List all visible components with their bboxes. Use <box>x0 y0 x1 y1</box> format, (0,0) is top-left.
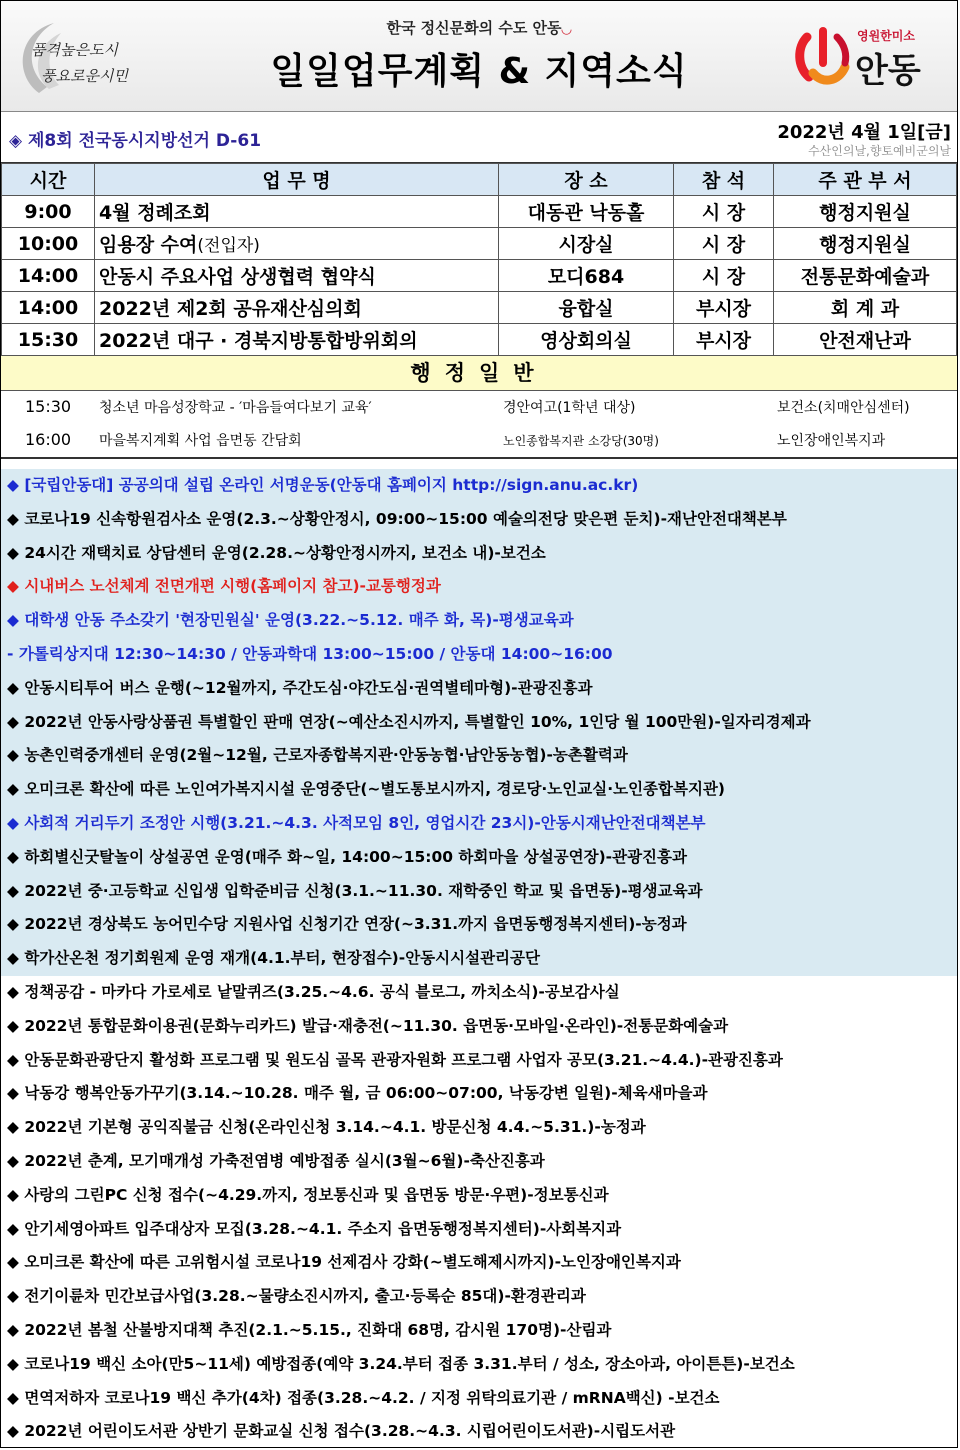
notice-item: ◆ 학가산온천 정기회원제 운영 재개(4.1.부터, 현장접수)-안동시시설관리공단 <box>1 942 957 976</box>
row-attend: 시 장 <box>674 260 774 292</box>
date-main: 2022년 4월 1일[금] <box>777 122 951 143</box>
notice-item: ◆ 오미크론 확산에 따른 노인여가복지시설 운영중단(~별도통보시까지, 경로당·노인교실·노인종합복지관) <box>1 773 957 807</box>
row-title <box>95 324 499 356</box>
admin-title: 마을복지계획 사업 읍면동 간담회 <box>99 433 302 449</box>
row-title-note: (전입자) <box>197 236 260 256</box>
list-item <box>1 424 957 454</box>
notice-item: ◆ 사회적 거리두기 조정안 시행(3.21.~4.3. 사적모임 8인, 영업시간 23시)-안동시재난안전대책본부 <box>1 807 957 841</box>
page-title: 일일업무계획 & 지역소식 <box>270 51 688 92</box>
notice-item: ◆ 2022년 춘계, 모기매개성 가축전염병 예방접종 실시(3월~6월)-축산진흥과 <box>7 1151 545 1170</box>
row-dept: 회 계 과 <box>774 292 957 324</box>
row-title <box>95 260 499 292</box>
row-title <box>95 292 499 324</box>
row-dept: 행정지원실 <box>774 228 957 260</box>
notice-item: ◆ 2022년 봄철 산불방지대책 추진(2.1.~5.15., 진화대 68명, 감시원 170명)-산림과 <box>7 1320 612 1339</box>
row-attend: 시 장 <box>674 196 774 228</box>
row-dept: 전통문화예술과 <box>774 260 957 292</box>
notice-item: ◆ 정책공감 - 마카다 가로세로 낱말퀴즈(3.25.~4.6. 공식 블로그, 까치소식)-공보감사실 <box>7 982 620 1001</box>
row-title-text: 4월 정례조회 <box>99 202 211 224</box>
header-attend: 참 석 <box>674 164 774 196</box>
andong-emblem-icon <box>793 23 853 93</box>
row-time: 10:00 <box>2 228 95 260</box>
row-place: 모디684 <box>499 260 674 292</box>
table-row <box>2 260 957 292</box>
notice-item: ◆ 2022년 어린이도서관 상반기 문화교실 신청 접수(3.28.~4.3. 시립어린이도서관)-시립도서관 <box>7 1422 676 1441</box>
notice-item: ◆ 2022년 기본형 공익직불금 신청(온라인신청 3.14.~4.1. 방문신청 4.4.~5.31.)-농정과 <box>7 1118 646 1137</box>
row-place: 영상회의실 <box>499 324 674 356</box>
smile-icon: ◡ <box>561 22 572 37</box>
tagline-text: 한국 정신문화의 수도 안동 <box>386 19 562 37</box>
notice-item: ◆ 2022년 안동사랑상품권 특별할인 판매 연장(~예산소진시까지, 특별할인 10%, 1인당 월 100만원)-일자리경제과 <box>1 706 957 740</box>
admin-dept: 노인장애인복지과 <box>777 433 886 449</box>
notice-item: ◆ 코로나19 신속항원검사소 운영(2.3.~상황안정시, 09:00~15:00 예술의전당 맞은편 둔치)-재난안전대책본부 <box>1 503 957 537</box>
andong-logo <box>793 23 943 93</box>
logo-city: 안동 <box>855 51 921 91</box>
row-time: 15:30 <box>2 324 95 356</box>
row-place: 시장실 <box>499 228 674 260</box>
admin-section-header: 행정일반 <box>1 356 957 391</box>
header <box>1 1 957 112</box>
notice-item: ◆ 2022년 통합문화이용권(문화누리카드) 발급·재충전(~11.30. 읍면동·모바일·온라인)-전통문화예술과 <box>7 1016 729 1035</box>
row-attend: 시 장 <box>674 228 774 260</box>
row-title-text: 안동시 주요사업 상생협력 협약식 <box>99 266 376 288</box>
notice-item: ◆ 안동문화관광단지 활성화 프로그램 및 원도심 골목 관광자원화 프로그램 사업자 공모(3.21.~4.4.)-관광진흥과 <box>7 1050 783 1069</box>
date-sub: 수산인의날,향토예비군의날 <box>808 144 951 158</box>
admin-title: 청소년 마음성장학교 - ′마음들여다보기 교육′ <box>99 400 372 416</box>
table-row <box>2 292 957 324</box>
row-time: 9:00 <box>2 196 95 228</box>
table-row <box>2 228 957 260</box>
notice-item: ◆ 대학생 안동 주소갖기 '현장민원실' 운영(3.22.~5.12. 매주 화, 목)-평생교육과 <box>1 604 957 638</box>
notice-item: ◆ 24시간 재택치료 상담센터 운영(2.28.~상황안정시까지, 보건소 내)-보건소 <box>1 537 957 571</box>
row-dept: 행정지원실 <box>774 196 957 228</box>
row-place: 융합실 <box>499 292 674 324</box>
admin-time: 15:30 <box>25 397 72 416</box>
schedule-table <box>1 163 957 356</box>
slogan-line2: 풍요로운시민 <box>41 67 128 85</box>
row-time: 14:00 <box>2 292 95 324</box>
notice-item: - 가톨릭상지대 12:30~14:30 / 안동과학대 13:00~15:00 / 안동대 14:00~16:00 <box>1 638 957 672</box>
notice-item: ◆ [국립안동대] 공공의대 설립 온라인 서명운동(안동대 홈페이지 http://sign.anu.ac.kr) <box>1 469 957 503</box>
notice-item: ◆ 2022년 중·고등학교 신입생 입학준비금 신청(3.1.~11.30. 재학중인 학교 및 읍면동)-평생교육과 <box>1 875 957 909</box>
notice-item: ◆ 하회별신굿탈놀이 상설공연 운영(매주 화~일, 14:00~15:00 하회마을 상설공연장)-관광진흥과 <box>1 841 957 875</box>
row-place: 대동관 낙동홀 <box>499 196 674 228</box>
notice-item: ◆ 농촌인력중개센터 운영(2월~12월, 근로자종합복지관·안동농협·남안동농협)-농촌활력과 <box>1 739 957 773</box>
row-time: 14:00 <box>2 260 95 292</box>
header-task: 업 무 명 <box>95 164 499 196</box>
list-item <box>1 391 957 421</box>
admin-time: 16:00 <box>25 430 72 449</box>
notice-item: ◆ 전기이륜차 민간보급사업(3.28.~물량소진시까지, 출고·등록순 85대)-환경관리과 <box>7 1287 586 1306</box>
row-attend: 부시장 <box>674 292 774 324</box>
admin-place: 경안여고(1학년 대상) <box>503 400 636 416</box>
notice-item: ◆ 안기세영아파트 입주대상자 모집(3.28.~4.1. 주소지 읍면동행정복지센터)-사회복지과 <box>7 1219 622 1238</box>
election-dday: ◈ 제8회 전국동시지방선거 D-61 <box>9 131 262 151</box>
row-attend: 부시장 <box>674 324 774 356</box>
slogan-line1: 품격높은도시 <box>31 41 118 59</box>
header-time: 시간 <box>2 164 95 196</box>
row-title <box>95 196 499 228</box>
header-place: 장 소 <box>499 164 674 196</box>
notice-item: ◆ 시내버스 노선체계 전면개편 시행(홈페이지 참고)-교통행정과 <box>1 570 957 604</box>
notice-item: ◆ 2022년 경상북도 농어민수당 지원사업 신청기간 연장(~3.31.까지 읍면동행정복지센터)-농정과 <box>1 908 957 942</box>
row-title <box>95 228 499 260</box>
table-row <box>2 324 957 356</box>
notice-list <box>1 469 957 1448</box>
admin-place: 노인종합복지관 소강당(30명) <box>503 434 659 448</box>
notice-item: ◆ 면역저하자 코로나19 백신 추가(4차) 접종(3.28.~4.2. / 지정 위탁의료기관 / mRNA백신) -보건소 <box>7 1388 720 1407</box>
row-title-text: 임용장 수여 <box>99 234 198 256</box>
schedule-header-row <box>2 164 957 196</box>
admin-dept: 보건소(치매안심센터) <box>777 400 910 416</box>
notice-item: ◆ 낙동강 행복안동가꾸기(3.14.~10.28. 매주 월, 금 06:00~07:00, 낙동강변 일원)-체육새마을과 <box>7 1084 708 1103</box>
notice-item: ◆ 사랑의 그린PC 신청 접수(~4.29.까지, 정보통신과 및 읍면동 방문·우편)-정보통신과 <box>7 1185 609 1204</box>
row-dept: 안전재난과 <box>774 324 957 356</box>
notice-item: ◆ 오미크론 확산에 따른 고위험시설 코로나19 선제검사 강화(~별도해제시까지)-노인장애인복지과 <box>7 1253 681 1272</box>
election-bar <box>1 112 957 163</box>
logo-slogan: 영원한미소 <box>857 29 915 43</box>
table-row <box>2 196 957 228</box>
notice-item: ◆ 코로나19 백신 소아(만5~11세) 예방접종(예약 3.24.부터 접종 3.31.부터 / 성소, 장소아과, 아이튼튼)-보건소 <box>7 1354 795 1373</box>
row-title-text: 2022년 제2회 공유재산심의회 <box>99 298 362 320</box>
notice-item: ◆ 안동시티투어 버스 운행(~12월까지, 주간도심·야간도심·권역별테마형)-관광진흥과 <box>1 672 957 706</box>
row-title-text: 2022년 대구 · 경북지방통합방위회의 <box>99 330 418 352</box>
header-dept: 주 관 부 서 <box>774 164 957 196</box>
admin-section <box>1 391 957 459</box>
